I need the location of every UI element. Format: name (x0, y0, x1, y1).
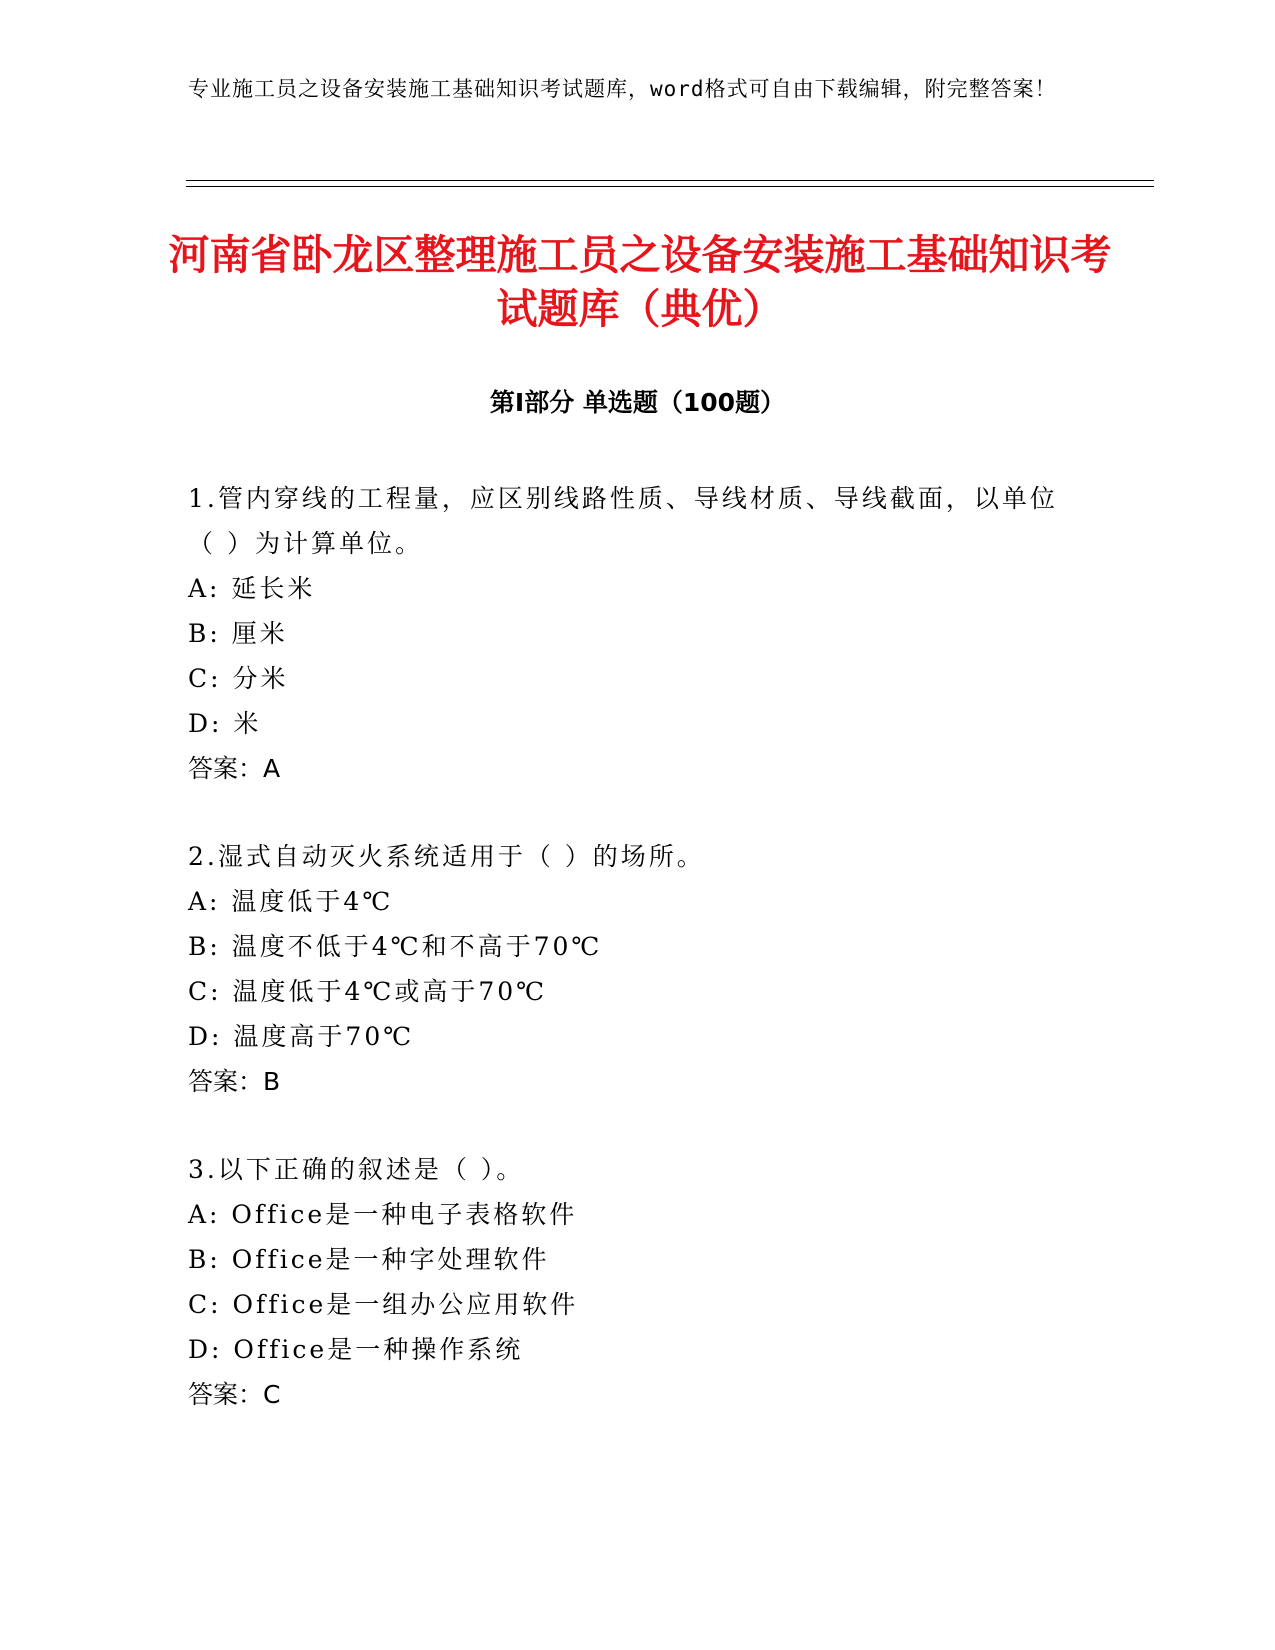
option-d: D: Office是一种操作系统 (188, 1335, 524, 1364)
document-title: 河南省卧龙区整理施工员之设备安装施工基础知识考试题库（典优） (168, 231, 1112, 333)
question-2 (188, 834, 1068, 1104)
question-stem: 1.管内穿线的工程量，应区别线路性质、导线材质、导线截面，以单位（ ）为计算单位。 (188, 484, 1058, 558)
header-note: 专业施工员之设备安装施工基础知识考试题库，word格式可自由下载编辑，附完整答案！ (188, 77, 1057, 101)
option-c: C: 温度低于4℃或高于70℃ (188, 977, 548, 1006)
question-1 (188, 476, 1068, 791)
option-a: A: 延长米 (188, 574, 316, 603)
question-3 (188, 1147, 1068, 1417)
option-b: B: Office是一种字处理软件 (188, 1245, 550, 1274)
answer: 答案：C (188, 1380, 281, 1409)
header-rule-top (186, 180, 1154, 181)
answer: 答案：A (188, 754, 281, 783)
header-rule-bottom (186, 186, 1154, 187)
question-list (188, 476, 1068, 1460)
option-c: C: 分米 (188, 664, 289, 693)
option-b: B: 厘米 (188, 619, 288, 648)
option-d: D: 米 (188, 709, 262, 738)
question-stem: 3.以下正确的叙述是（ ）。 (188, 1155, 525, 1184)
section-title: 第Ⅰ部分 单选题（100题） (489, 388, 786, 417)
option-a: A: 温度低于4℃ (188, 887, 394, 916)
answer: 答案：B (188, 1067, 281, 1096)
option-c: C: Office是一组办公应用软件 (188, 1290, 579, 1319)
option-b: B: 温度不低于4℃和不高于70℃ (188, 932, 603, 961)
option-d: D: 温度高于70℃ (188, 1022, 415, 1051)
question-stem: 2.湿式自动灭火系统适用于（ ）的场所。 (188, 842, 705, 871)
option-a: A: Office是一种电子表格软件 (188, 1200, 578, 1229)
